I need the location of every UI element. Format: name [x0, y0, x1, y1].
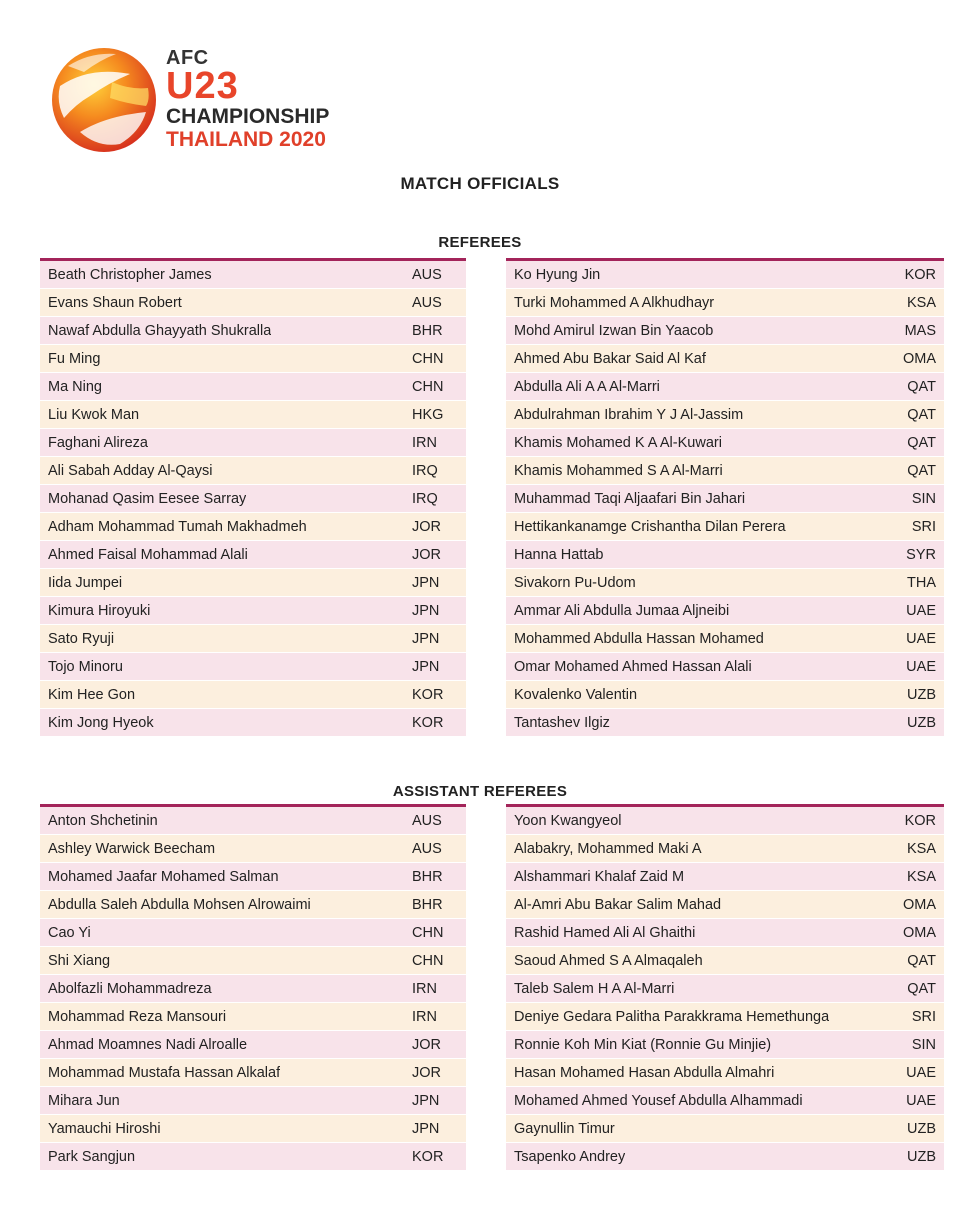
country-code: THA — [907, 574, 936, 591]
official-name: Iida Jumpei — [48, 574, 123, 591]
country-code: IRN — [412, 980, 437, 997]
official-row — [506, 653, 944, 681]
official-row — [40, 919, 466, 947]
country-code: HKG — [412, 406, 444, 423]
official-name: Anton Shchetinin — [48, 812, 158, 829]
official-row — [40, 975, 466, 1003]
official-name: Mihara Jun — [48, 1092, 120, 1109]
official-name: Kovalenko Valentin — [514, 686, 638, 703]
country-code: CHN — [412, 350, 444, 367]
official-row — [506, 1003, 944, 1031]
official-name: Kim Jong Hyeok — [48, 714, 154, 731]
official-name: Gaynullin Timur — [514, 1120, 615, 1137]
official-row — [40, 681, 466, 709]
country-code: CHN — [412, 924, 444, 941]
country-code: QAT — [907, 378, 936, 395]
official-name: Ahmed Abu Bakar Said Al Kaf — [514, 350, 706, 367]
country-code: IRQ — [412, 462, 438, 479]
country-code: JOR — [412, 546, 441, 563]
official-name: Mohammad Reza Mansouri — [48, 1008, 227, 1025]
official-name: Rashid Hamed Ali Al Ghaithi — [514, 924, 696, 941]
country-code: JPN — [412, 630, 440, 647]
country-code: QAT — [907, 952, 936, 969]
official-row — [40, 345, 466, 373]
official-name: Deniye Gedara Palitha Parakkrama Hemethunga — [514, 1008, 830, 1025]
official-row — [506, 807, 944, 835]
country-code: JPN — [412, 574, 440, 591]
country-code: JPN — [412, 658, 440, 675]
country-code: KOR — [412, 714, 444, 731]
referees-heading: REFEREES — [438, 234, 522, 251]
country-code: QAT — [907, 406, 936, 423]
official-name: Saoud Ahmed S A Almaqaleh — [514, 952, 703, 969]
official-name: Shi Xiang — [48, 952, 111, 969]
official-name: Al-Amri Abu Bakar Salim Mahad — [514, 896, 722, 913]
country-code: KOR — [412, 1148, 444, 1165]
official-row — [506, 373, 944, 401]
official-name: Ammar Ali Abdulla Jumaa Aljneibi — [514, 602, 730, 619]
official-row — [506, 485, 944, 513]
country-code: JOR — [412, 518, 441, 535]
official-row — [40, 1059, 466, 1087]
official-name: Beath Christopher James — [48, 266, 212, 283]
official-row — [40, 1115, 466, 1143]
official-row — [506, 835, 944, 863]
official-name: Kim Hee Gon — [48, 686, 136, 703]
official-name: Abdulla Saleh Abdulla Mohsen Alrowaimi — [48, 896, 311, 913]
country-code: QAT — [907, 462, 936, 479]
official-row — [506, 919, 944, 947]
official-row — [40, 1003, 466, 1031]
official-name: Ashley Warwick Beecham — [48, 840, 216, 857]
official-row — [40, 289, 466, 317]
official-row — [40, 261, 466, 289]
official-row — [40, 317, 466, 345]
official-row — [506, 429, 944, 457]
official-row — [40, 807, 466, 835]
country-code: UZB — [907, 1148, 936, 1165]
official-name: Mohammed Abdulla Hassan Mohamed — [514, 630, 764, 647]
official-row — [506, 597, 944, 625]
official-row — [506, 863, 944, 891]
official-name: Ma Ning — [48, 378, 102, 395]
country-code: AUS — [412, 840, 442, 857]
country-code: KSA — [906, 868, 936, 885]
official-row — [506, 947, 944, 975]
official-row — [506, 289, 944, 317]
logo-u23-text: U23 — [166, 65, 239, 107]
country-code: JOR — [412, 1036, 441, 1053]
official-name: Tantashev Ilgiz — [514, 714, 610, 731]
official-row — [506, 975, 944, 1003]
country-code: CHN — [412, 378, 444, 395]
official-name: Ronnie Koh Min Kiat (Ronnie Gu Minjie) — [514, 1036, 772, 1053]
official-row — [40, 947, 466, 975]
country-code: IRN — [412, 1008, 437, 1025]
country-code: SIN — [911, 1036, 936, 1053]
country-code: OMA — [902, 350, 936, 367]
official-row — [506, 625, 944, 653]
country-code: AUS — [412, 266, 442, 283]
official-name: Mohamed Ahmed Yousef Abdulla Alhammadi — [514, 1092, 803, 1109]
official-name: Faghani Alireza — [48, 434, 148, 451]
country-code: KSA — [906, 840, 936, 857]
country-code: JPN — [412, 602, 440, 619]
official-row — [40, 1143, 466, 1171]
country-code: KOR — [904, 812, 936, 829]
official-name: Park Sangjun — [48, 1148, 136, 1165]
official-row — [40, 1031, 466, 1059]
official-row — [506, 1087, 944, 1115]
country-code: BHR — [412, 322, 443, 339]
official-row — [506, 1115, 944, 1143]
logo-afc-text: AFC — [166, 47, 209, 69]
official-name: Khamis Mohamed K A Al-Kuwari — [514, 434, 722, 451]
official-name: Cao Yi — [48, 924, 91, 941]
official-name: Turki Mohammed A Alkhudhayr — [514, 294, 715, 311]
official-name: Sivakorn Pu-Udom — [514, 574, 636, 591]
country-code: MAS — [904, 322, 936, 339]
official-name: Abdulla Ali A A Al-Marri — [514, 378, 660, 395]
official-name: Liu Kwok Man — [48, 406, 140, 423]
assistants-table-right — [506, 804, 944, 1171]
official-row — [40, 513, 466, 541]
country-code: BHR — [412, 868, 443, 885]
referees-table-left — [40, 258, 466, 737]
country-code: IRQ — [412, 490, 438, 507]
official-name: Adham Mohammad Tumah Makhadmeh — [48, 518, 307, 535]
official-row — [40, 485, 466, 513]
official-row — [506, 401, 944, 429]
official-name: Fu Ming — [48, 350, 101, 367]
official-name: Muhammad Taqi Aljaafari Bin Jahari — [514, 490, 746, 507]
country-code: UAE — [906, 1064, 936, 1081]
country-code: OMA — [902, 896, 936, 913]
official-name: Sato Ryuji — [48, 630, 115, 647]
official-name: Ahmed Faisal Mohammad Alali — [48, 546, 248, 563]
country-code: UZB — [907, 714, 936, 731]
official-row — [506, 457, 944, 485]
logo-thailand-text: THAILAND 2020 — [166, 128, 326, 151]
official-row — [506, 569, 944, 597]
official-row — [506, 681, 944, 709]
logo-championship-text: CHAMPIONSHIP — [166, 105, 330, 128]
official-name: Khamis Mohammed S A Al-Marri — [514, 462, 723, 479]
official-row — [506, 317, 944, 345]
official-name: Yoon Kwangyeol — [514, 812, 622, 829]
official-name: Abdulrahman Ibrahim Y J Al-Jassim — [514, 406, 744, 423]
official-row — [40, 1087, 466, 1115]
official-name: Ahmad Moamnes Nadi Alroalle — [48, 1036, 248, 1053]
country-code: UAE — [906, 1092, 936, 1109]
assistant-referees-heading: ASSISTANT REFEREES — [392, 783, 568, 800]
assistants-table-left — [40, 804, 466, 1171]
official-name: Kimura Hiroyuki — [48, 602, 151, 619]
official-row — [506, 1031, 944, 1059]
country-code: SYR — [906, 546, 936, 563]
country-code: QAT — [907, 980, 936, 997]
official-row — [506, 513, 944, 541]
official-row — [40, 709, 466, 737]
official-name: Evans Shaun Robert — [48, 294, 182, 311]
country-code: UAE — [906, 630, 936, 647]
country-code: KSA — [906, 294, 936, 311]
country-code: JOR — [412, 1064, 441, 1081]
official-row — [40, 429, 466, 457]
page-title: MATCH OFFICIALS — [400, 174, 560, 193]
referees-table-right — [506, 258, 944, 737]
country-code: OMA — [902, 924, 936, 941]
ball-logo-icon — [50, 46, 158, 154]
official-row — [40, 457, 466, 485]
official-row — [40, 541, 466, 569]
official-row — [506, 709, 944, 737]
country-code: UZB — [907, 686, 936, 703]
official-name: Nawaf Abdulla Ghayyath Shukralla — [48, 322, 272, 339]
official-name: Omar Mohamed Ahmed Hassan Alali — [514, 658, 752, 675]
country-code: KOR — [412, 686, 444, 703]
country-code: BHR — [412, 896, 443, 913]
official-name: Alabakry, Mohammed Maki A — [514, 840, 702, 857]
country-code: JPN — [412, 1092, 440, 1109]
official-name: Ko Hyung Jin — [514, 266, 601, 283]
official-row — [40, 569, 466, 597]
country-code: UZB — [907, 1120, 936, 1137]
official-row — [40, 625, 466, 653]
country-code: QAT — [907, 434, 936, 451]
country-code: SIN — [911, 490, 936, 507]
official-name: Mohanad Qasim Eesee Sarray — [48, 490, 247, 507]
official-name: Tsapenko Andrey — [514, 1148, 626, 1165]
official-row — [506, 261, 944, 289]
official-row — [40, 835, 466, 863]
country-code: UAE — [906, 602, 936, 619]
afc-u23-logo — [50, 46, 350, 158]
country-code: SRI — [911, 1008, 936, 1025]
official-name: Alshammari Khalaf Zaid M — [514, 868, 685, 885]
official-row — [40, 653, 466, 681]
official-row — [40, 373, 466, 401]
official-name: Mohammad Mustafa Hassan Alkalaf — [48, 1064, 281, 1081]
official-row — [506, 345, 944, 373]
official-name: Yamauchi Hiroshi — [48, 1120, 161, 1137]
official-row — [40, 863, 466, 891]
official-name: Taleb Salem H A Al-Marri — [514, 980, 675, 997]
official-name: Ali Sabah Adday Al-Qaysi — [48, 462, 213, 479]
official-name: Mohamed Jaafar Mohamed Salman — [48, 868, 279, 885]
country-code: KOR — [904, 266, 936, 283]
official-name: Tojo Minoru — [48, 658, 123, 675]
official-name: Mohd Amirul Izwan Bin Yaacob — [514, 322, 714, 339]
country-code: UAE — [906, 658, 936, 675]
country-code: CHN — [412, 952, 444, 969]
country-code: AUS — [412, 294, 442, 311]
official-row — [40, 597, 466, 625]
official-name: Abolfazli Mohammadreza — [48, 980, 212, 997]
official-row — [40, 401, 466, 429]
country-code: IRN — [412, 434, 437, 451]
official-row — [506, 1059, 944, 1087]
official-name: Hanna Hattab — [514, 546, 604, 563]
country-code: JPN — [412, 1120, 440, 1137]
official-row — [40, 891, 466, 919]
official-name: Hasan Mohamed Hasan Abdulla Almahri — [514, 1064, 775, 1081]
official-row — [506, 541, 944, 569]
official-row — [506, 891, 944, 919]
official-name: Hettikankanamge Crishantha Dilan Perera — [514, 518, 786, 535]
country-code: SRI — [911, 518, 936, 535]
country-code: AUS — [412, 812, 442, 829]
official-row — [506, 1143, 944, 1171]
